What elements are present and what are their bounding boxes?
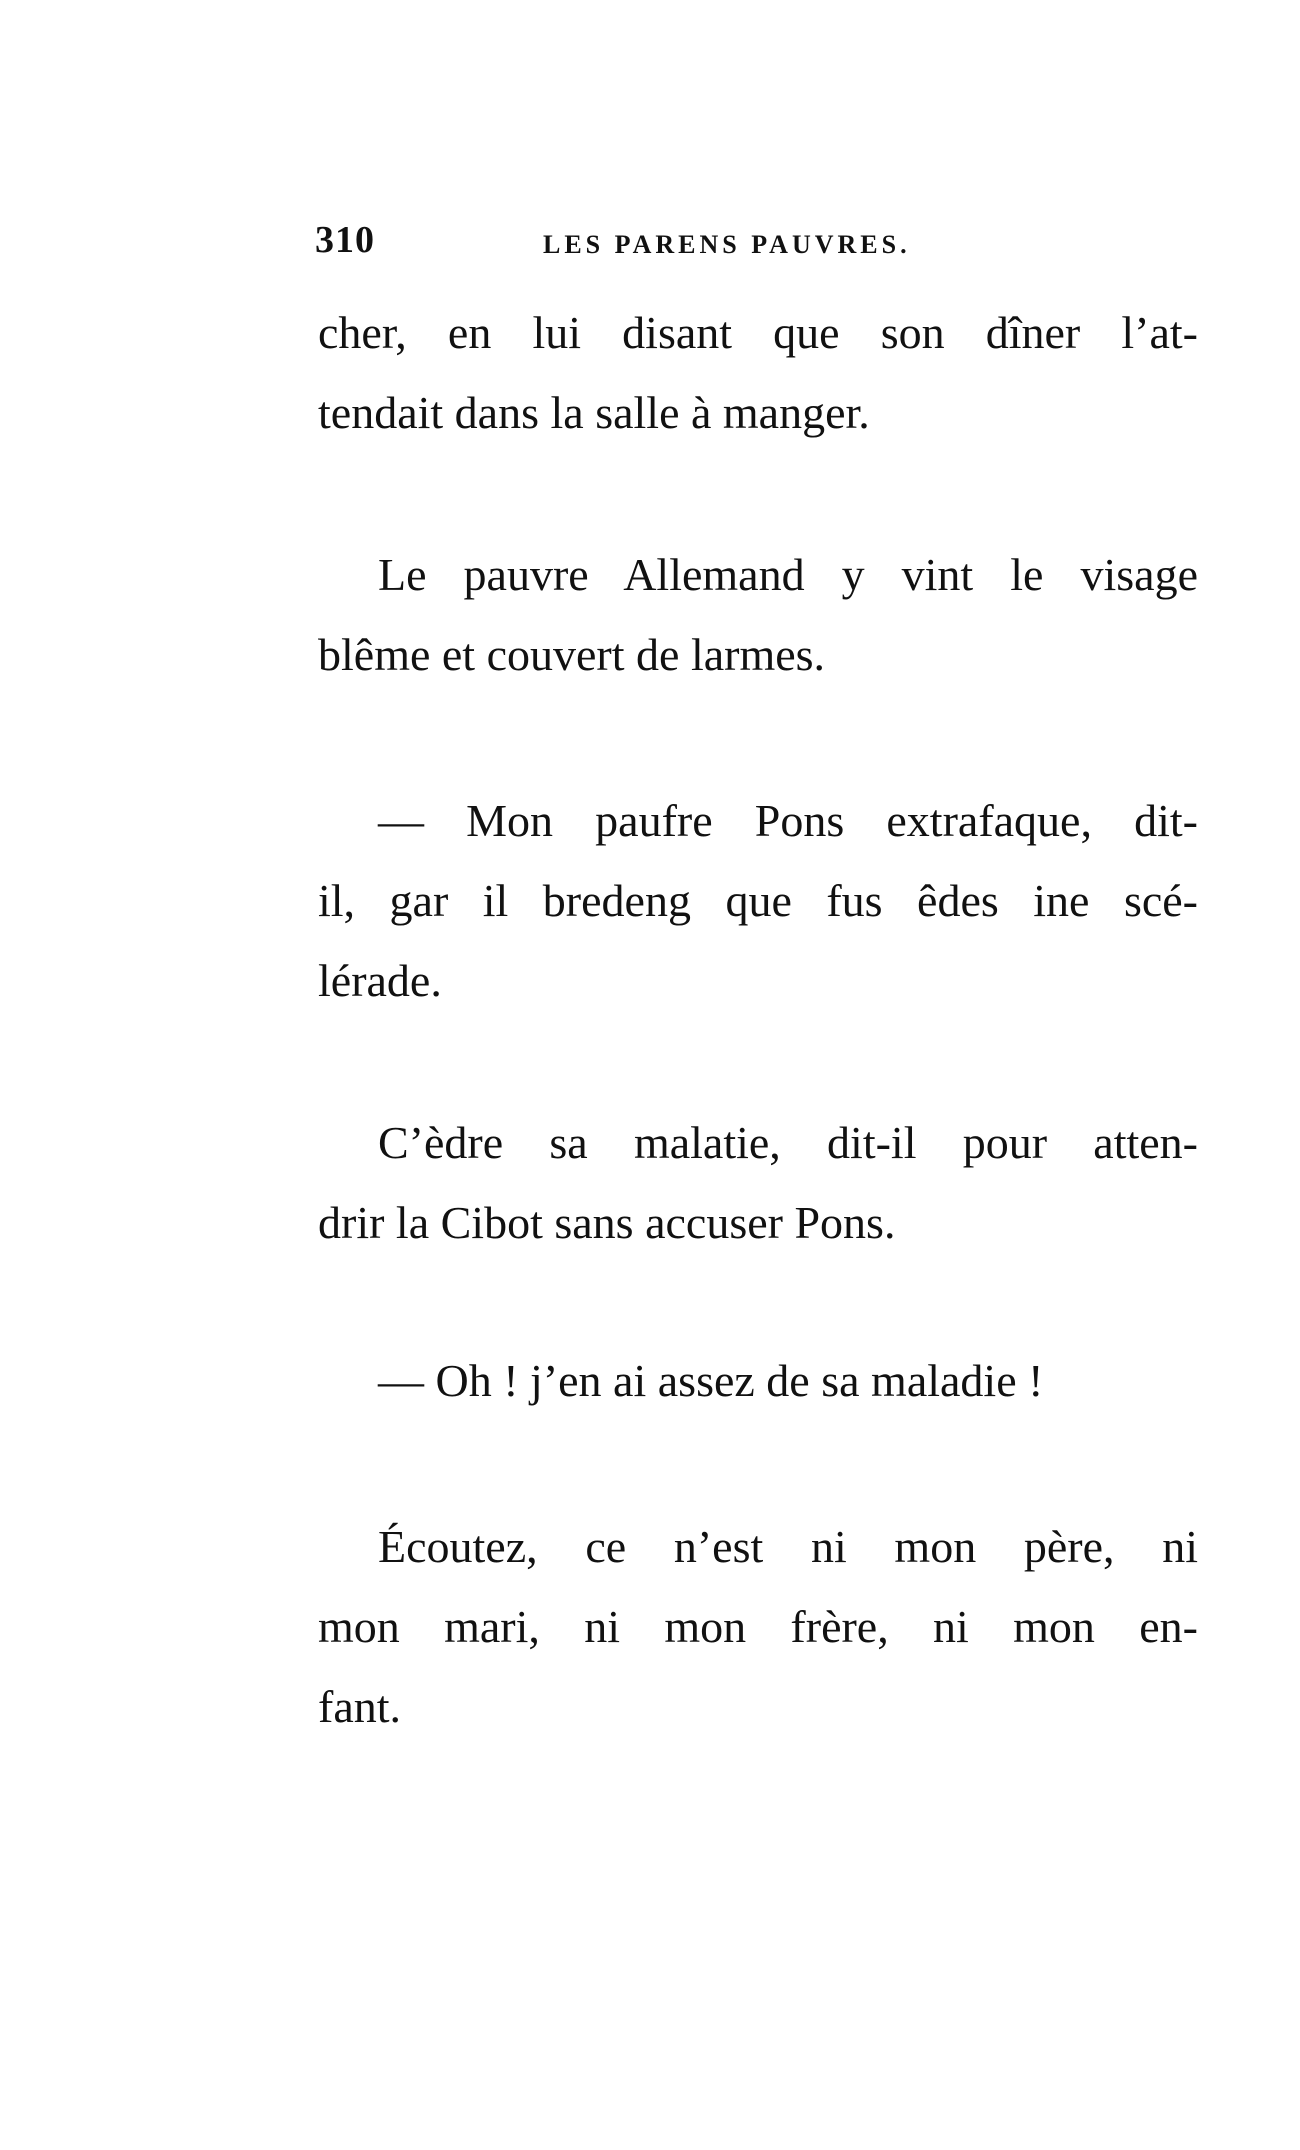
text-line: — Oh ! j’en ai assez de sa maladie ! [378, 1355, 1044, 1406]
text-line: tendait dans la salle à manger. [318, 387, 870, 438]
text-line: blême et couvert de larmes. [318, 629, 826, 680]
text-line: cher, en lui disant que son dîner l’at- [318, 307, 1198, 358]
text-line: — Mon paufre Pons extrafaque, dit- [378, 795, 1198, 846]
page-header [315, 218, 955, 268]
text-line: lérade. [318, 955, 442, 1006]
text-line: Le pauvre Allemand y vint le visage [378, 549, 1198, 600]
text-line: fant. [318, 1681, 402, 1732]
text-line: C’èdre sa malatie, dit-il pour atten- [378, 1117, 1198, 1168]
text-line: Écoutez, ce n’est ni mon père, ni [378, 1521, 1198, 1572]
text-line: mon mari, ni mon frère, ni mon en- [318, 1601, 1198, 1652]
text-line: drir la Cibot sans accuser Pons. [318, 1197, 896, 1248]
page-number: 310 [315, 219, 375, 261]
text-line: il, gar il bredeng que fus êdes ine scé- [318, 875, 1198, 926]
running-title: LES PARENS PAUVRES. [543, 230, 911, 259]
